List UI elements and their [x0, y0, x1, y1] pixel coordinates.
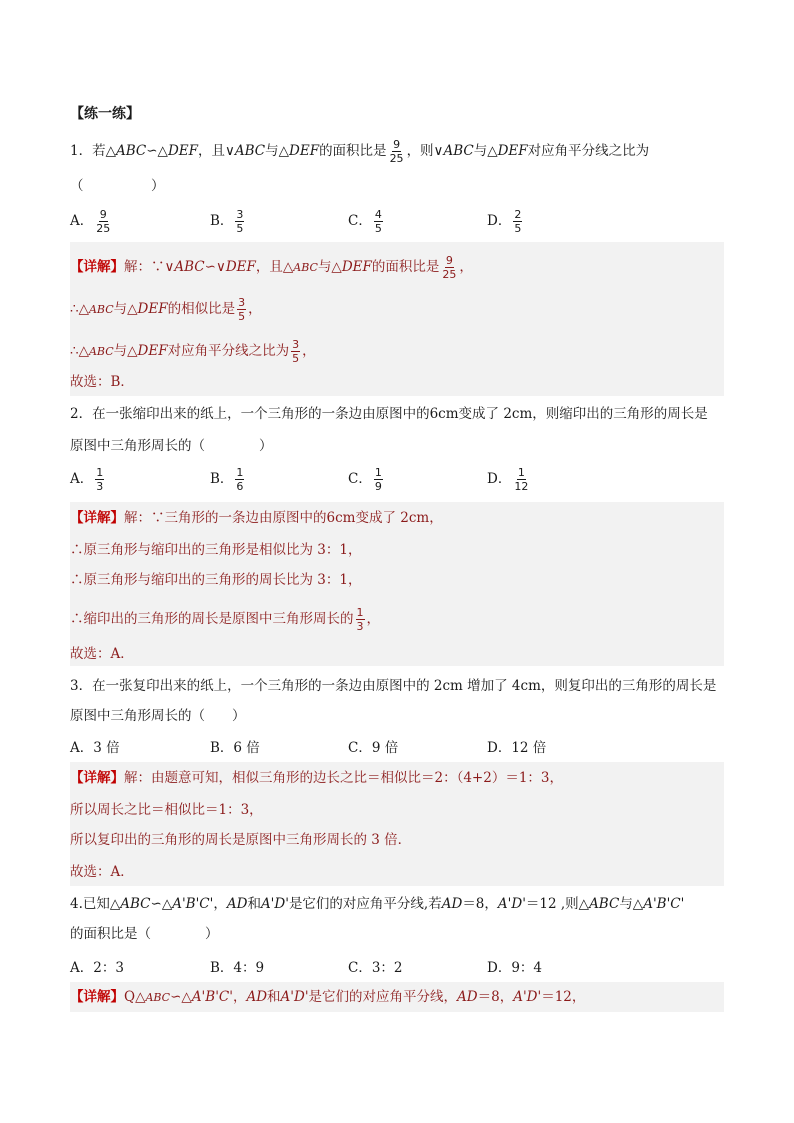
q3-sol1-text: 解：由题意可知，相似三角形的边长之比＝相似比＝2：（4+2）＝1：3，	[124, 770, 564, 786]
q4-sim: ∽	[150, 896, 162, 912]
q1-sol1-def2: DEF	[341, 259, 372, 275]
q4-sol1-a: Q△	[124, 989, 146, 1005]
q3-option-d: D．12 倍	[487, 740, 547, 756]
q1-stem	[70, 138, 649, 165]
q1-stem-d: 的面积比是	[319, 143, 387, 159]
q1-option-a-label: A．	[70, 213, 94, 229]
q4-sol1-abc: ABC	[145, 991, 171, 1004]
q2-sol4-frac-num: 1	[356, 606, 364, 619]
q4-stem1-g: ,则△	[556, 896, 590, 912]
q1-sol1-a: 解：∵∨	[124, 259, 175, 275]
q1-stem-f: 与△	[473, 143, 498, 159]
q1-fraction	[389, 138, 405, 165]
q2-solution-line4	[70, 606, 380, 633]
q1-option-d-frac	[513, 208, 522, 235]
q4-solution-line1	[70, 987, 585, 1008]
q1-sol3-b: 与△	[113, 343, 138, 359]
q4-abc2-b: A'B'C'	[643, 896, 685, 912]
q1-def-3: DEF	[497, 143, 528, 159]
q2-choice: 故选：A．	[70, 646, 134, 662]
q2-option-c-den: 9	[374, 480, 382, 493]
q2-option-d-frac	[513, 466, 529, 493]
q4-stem-line1	[70, 894, 684, 914]
q1-sol3-a: ∴△	[70, 343, 89, 359]
q1-sol3-c: 对应角平分线之比为	[167, 343, 290, 359]
q1-sol2-def: DEF	[137, 301, 168, 317]
q1-stem-b: ，且∨	[197, 143, 235, 159]
q4-stem1-h: 与△	[619, 896, 644, 912]
q3-option-a: A．3 倍	[70, 740, 120, 756]
q3-solution-line3: 所以复印出的三角形的周长是原图中三角形周长的 3 倍．	[70, 832, 412, 848]
q1-option-d	[487, 208, 524, 235]
q2-sol4-frac	[356, 606, 365, 633]
q2-sol1-text: 解：∵三角形的一条边由原图中的6cm变成了 2cm，	[124, 510, 443, 526]
q2-option-d-num: 1	[517, 466, 525, 479]
q4-sol1-g: ＝12，	[541, 989, 586, 1005]
q1-sol1-frac-den: 25	[442, 268, 457, 281]
q1-sol1-e: 的面积比是	[371, 259, 440, 275]
q1-option-d-label: D．	[487, 213, 512, 229]
q1-option-a-frac	[95, 208, 111, 235]
q1-choice: 故选：B．	[70, 374, 134, 390]
q2-option-c-num: 1	[374, 466, 382, 479]
q1-sol2-abc: ABC	[88, 303, 114, 316]
q1-tri: △	[157, 143, 168, 159]
q2-sol4-a: ∴缩印出的三角形的周长是原图中三角形周长的	[70, 611, 354, 627]
q1-solution-tag: 【详解】	[70, 259, 124, 275]
q4-sol1-c: ，	[232, 989, 247, 1005]
q4-abc2: A'B'C'	[172, 896, 214, 912]
q3-solution-tag: 【详解】	[70, 770, 124, 786]
q2-option-c	[348, 466, 385, 493]
q3-option-b: B．6 倍	[210, 740, 260, 756]
q1-sol3-frac-num: 3	[292, 338, 300, 351]
q2-option-a-den: 3	[96, 480, 104, 493]
q3-solution-line2: 所以周长之比＝相似比＝1：3，	[70, 802, 263, 818]
q1-sol2-b: 与△	[113, 301, 138, 317]
q4-sol1-abc2: A'B'C'	[191, 989, 233, 1005]
q2-solution-tag: 【详解】	[70, 510, 124, 526]
q4-sol1-d: 和	[267, 989, 281, 1005]
q2-sol4-frac-den: 3	[356, 620, 364, 633]
q1-sol2-a: ∴△	[70, 301, 89, 317]
q2-option-d-den: 12	[514, 480, 529, 493]
q1-sol3-comma: ，	[302, 343, 316, 359]
q1-option-b-den: 5	[236, 222, 244, 235]
q1-sol2-comma: ，	[248, 301, 262, 317]
q2-option-c-label: C．	[348, 471, 372, 487]
q4-abc-b: ABC	[589, 896, 620, 912]
q2-solution-line1	[70, 508, 443, 528]
q4-sol1-f: ＝8，	[477, 989, 514, 1005]
q1-option-c-num: 4	[374, 208, 382, 221]
q1-sol3-abc: ABC	[88, 345, 114, 358]
q2-option-b-den: 6	[236, 480, 244, 493]
q2-option-a-num: 1	[96, 466, 104, 479]
q4-stem1-b: △	[161, 896, 173, 912]
q4-sol1-e: 是它们的对应角平分线，	[308, 989, 458, 1005]
q2-option-a-frac	[95, 466, 104, 493]
q3-stem-line1: 3．在一张复印出来的纸上，一个三角形的一条边由原图中的 2cm 增加了 4cm，则复印出的三角形的周长是	[70, 678, 717, 694]
q3-solution-line1	[70, 768, 563, 788]
q2-option-c-frac	[374, 466, 383, 493]
q4-stem-line2: 的面积比是（ ）	[70, 926, 219, 942]
q1-sol1-abc2: ABC	[293, 261, 318, 274]
q1-option-b	[210, 208, 246, 235]
q4-eq8: ＝8	[462, 896, 485, 912]
q1-option-d-den: 5	[514, 222, 522, 235]
q1-sol2-frac-num: 3	[238, 296, 246, 309]
q1-option-d-num: 2	[514, 208, 522, 221]
q4-stem1-f: ，	[484, 896, 498, 912]
q4-stem1-e: 是它们的对应角平分线,若	[288, 896, 442, 912]
q4-sol1-ad: AD	[246, 989, 268, 1005]
q1-def-2: DEF	[289, 143, 320, 159]
q1-solution-line1	[70, 254, 473, 281]
q2-solution-line2: ∴原三角形与缩印出的三角形是相似比为 3：1，	[70, 542, 362, 558]
q1-solution-line2	[70, 296, 262, 323]
q1-option-b-frac	[235, 208, 244, 235]
q1-frac-den: 25	[389, 152, 404, 165]
q2-option-b-num: 1	[236, 466, 244, 479]
q4-ad: AD	[226, 896, 248, 912]
q1-sol3-frac	[291, 338, 300, 365]
q1-sol1-frac-num: 9	[445, 254, 453, 267]
q1-frac-num: 9	[393, 138, 401, 151]
q4-stem1-d: 和	[247, 896, 261, 912]
q2-sol4-b: ，	[366, 611, 380, 627]
q1-sol1-abc: ABC	[174, 259, 205, 275]
q1-option-c	[348, 208, 385, 235]
q4-sol1-ad-eq: AD	[457, 989, 478, 1005]
q4-eq12: ＝12	[525, 896, 557, 912]
q2-option-b-frac	[235, 466, 244, 493]
q4-option-b: B．4：9	[210, 960, 265, 976]
q1-sim: ∽	[146, 143, 158, 159]
q1-paren: （ ）	[70, 178, 165, 194]
q2-option-d-label: D．	[487, 471, 512, 487]
q1-sol1-comma: ，	[459, 259, 473, 275]
q4-stem1-a: 4.已知△	[70, 896, 121, 912]
q1-option-b-label: B．	[210, 213, 234, 229]
q1-option-c-den: 5	[374, 222, 382, 235]
q1-option-a-num: 9	[99, 208, 107, 221]
q1-abc-3: ABC	[443, 143, 474, 159]
q2-option-b-label: B．	[210, 471, 234, 487]
q4-solution-tag: 【详解】	[70, 989, 124, 1005]
q1-sol2-c: 的相似比是	[167, 301, 236, 317]
q4-option-d: D．9：4	[487, 960, 543, 976]
q2-option-b	[210, 466, 246, 493]
q1-option-b-num: 3	[236, 208, 244, 221]
q2-stem-line1: 2．在一张缩印出来的纸上，一个三角形的一条边由原图中的6cm变成了 2cm，则缩印出的三角形的周长是	[70, 406, 708, 422]
q4-ad-eq: AD	[441, 896, 463, 912]
q1-abc: ABC	[115, 143, 147, 159]
q4-sol1-ad2: A'D'	[280, 989, 309, 1005]
q1-option-a-den: 25	[96, 222, 111, 235]
q1-sol1-d: 与△	[317, 259, 342, 275]
q4-option-a: A．2：3	[70, 960, 124, 976]
q1-sol2-frac	[237, 296, 246, 323]
q1-sol1-b: ∽∨	[204, 259, 226, 275]
q4-ad2: A'D'	[260, 896, 289, 912]
q3-choice: 故选：A．	[70, 864, 134, 880]
q3-stem-line2: 原图中三角形周长的（ ）	[70, 708, 246, 724]
section-title: 【练一练】	[70, 106, 140, 122]
q4-sol1-b: ∽△	[170, 989, 192, 1005]
q4-sol1-ad2-eq: A'D'	[513, 989, 542, 1005]
q1-def: DEF	[167, 143, 198, 159]
q1-solution-line3	[70, 338, 316, 365]
q4-stem1-c: ，	[213, 896, 227, 912]
q1-option-c-frac	[374, 208, 383, 235]
q1-stem-g: 对应角平分线之比为	[527, 143, 650, 159]
q1-sol3-def: DEF	[137, 343, 168, 359]
q1-sol3-frac-den: 5	[292, 352, 300, 365]
q3-option-c: C．9 倍	[348, 740, 399, 756]
q1-sol2-frac-den: 5	[238, 310, 246, 323]
q1-option-c-label: C．	[348, 213, 372, 229]
q2-solution-line3: ∴原三角形与缩印出的三角形的周长比为 3：1，	[70, 572, 362, 588]
q1-sol1-frac	[441, 254, 457, 281]
q1-option-a	[70, 208, 113, 235]
q1-stem-c: 与△	[265, 143, 290, 159]
q2-option-a-label: A．	[70, 471, 94, 487]
q1-sol1-c: ，且△	[255, 259, 294, 275]
q4-abc: ABC	[120, 896, 151, 912]
q1-sol1-def: DEF	[225, 259, 256, 275]
q2-stem-line2: 原图中三角形周长的（ ）	[70, 438, 273, 454]
q4-ad2-eq: A'D'	[497, 896, 526, 912]
q4-option-c: C．3：2	[348, 960, 403, 976]
q2-option-d	[487, 466, 531, 493]
q1-abc-2: ABC	[234, 143, 266, 159]
q2-option-a	[70, 466, 106, 493]
q1-stem-a: 1．若△	[70, 143, 116, 159]
q1-stem-e: ，则∨	[406, 143, 444, 159]
